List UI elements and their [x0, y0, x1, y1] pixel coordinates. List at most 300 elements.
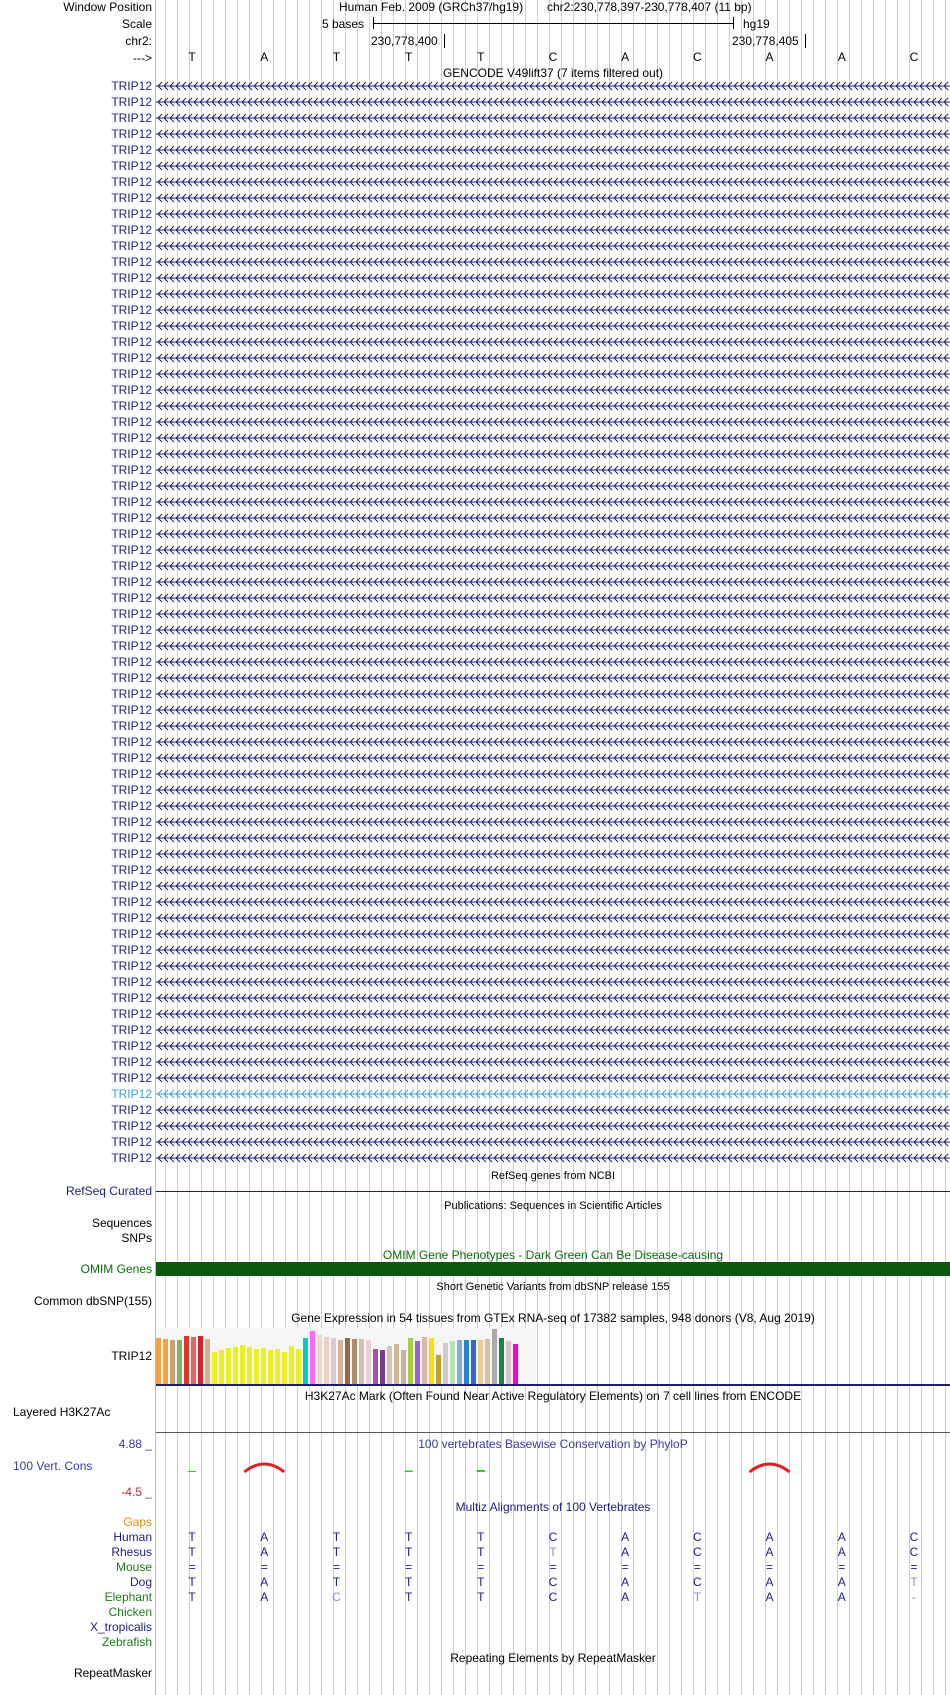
gencode-transcript[interactable]: [156, 577, 950, 587]
gencode-transcript-label[interactable]: TRIP12: [111, 575, 152, 589]
gencode-transcript[interactable]: [156, 497, 950, 507]
gencode-transcript[interactable]: [156, 177, 950, 187]
gencode-transcript[interactable]: [156, 1137, 950, 1147]
gtex-tissue-bar[interactable]: [436, 1355, 441, 1384]
multiz-aligned-base: A: [260, 1590, 269, 1604]
gencode-transcript-label[interactable]: TRIP12: [111, 767, 152, 781]
conservation-score-mark[interactable]: [244, 1464, 284, 1472]
gtex-tissue-bar[interactable]: [247, 1347, 252, 1384]
gtex-tissue-bar[interactable]: [324, 1337, 329, 1384]
gtex-tissue-bar[interactable]: [380, 1350, 385, 1384]
multiz-aligned-base: C: [693, 1545, 702, 1559]
gencode-transcript-label[interactable]: TRIP12: [111, 703, 152, 717]
gtex-tissue-bar[interactable]: [177, 1340, 182, 1384]
gtex-tissue-bar[interactable]: [401, 1350, 406, 1384]
gtex-tissue-bar[interactable]: [338, 1340, 343, 1384]
gencode-transcript-label[interactable]: TRIP12: [111, 1087, 152, 1101]
gencode-transcript-label[interactable]: TRIP12: [111, 1135, 152, 1149]
reference-base: T: [477, 50, 485, 64]
multiz-aligned-base: T: [549, 1545, 557, 1559]
multiz-aligned-base: A: [260, 1575, 269, 1589]
gencode-transcript-label[interactable]: TRIP12: [111, 815, 152, 829]
gencode-transcript[interactable]: [156, 705, 950, 715]
multiz-aligned-base: A: [837, 1530, 846, 1544]
gencode-transcript[interactable]: [156, 1057, 950, 1067]
multiz-aligned-base: =: [693, 1560, 701, 1574]
gencode-transcript-label[interactable]: TRIP12: [111, 559, 152, 573]
gencode-transcript-label[interactable]: TRIP12: [111, 1119, 152, 1133]
gtex-tissue-bar[interactable]: [366, 1340, 371, 1384]
gencode-transcript-label[interactable]: TRIP12: [111, 927, 152, 941]
gtex-tissue-bar[interactable]: [282, 1352, 287, 1384]
gencode-transcript-label[interactable]: TRIP12: [111, 591, 152, 605]
multiz-species-label[interactable]: X_tropicalis: [89, 1620, 152, 1634]
h3k27ac-signal-line: [156, 1432, 950, 1433]
gencode-transcript-label[interactable]: TRIP12: [111, 671, 152, 685]
gencode-transcript-label[interactable]: TRIP12: [111, 1071, 152, 1085]
gtex-tissue-bar[interactable]: [492, 1329, 497, 1384]
multiz-aligned-base: A: [260, 1545, 269, 1559]
gencode-transcript-label[interactable]: TRIP12: [111, 863, 152, 877]
multiz-aligned-base: =: [621, 1560, 629, 1574]
gencode-transcript-label[interactable]: TRIP12: [111, 751, 152, 765]
gtex-expression-bars[interactable]: [156, 1326, 556, 1384]
gencode-transcript[interactable]: [156, 529, 950, 539]
reference-base: A: [260, 50, 269, 64]
gencode-transcript-label[interactable]: TRIP12: [111, 175, 152, 189]
gencode-transcript[interactable]: [156, 721, 950, 731]
gtex-tissue-bar[interactable]: [443, 1343, 448, 1384]
multiz-aligned-base: C: [909, 1545, 919, 1559]
gencode-transcript[interactable]: [156, 1009, 950, 1019]
gtex-tissue-bar[interactable]: [233, 1347, 238, 1384]
gencode-transcript[interactable]: [156, 961, 950, 971]
multiz-aligned-base: C: [548, 1530, 558, 1544]
multiz-aligned-base: C: [693, 1530, 702, 1544]
gencode-transcript-label[interactable]: TRIP12: [111, 79, 152, 93]
dbsnp-track-label[interactable]: Common dbSNP(155): [33, 1294, 152, 1308]
conservation-score-mark[interactable]: [405, 1471, 413, 1473]
gencode-transcript-label[interactable]: TRIP12: [111, 271, 152, 285]
gencode-transcript[interactable]: [156, 289, 950, 299]
gencode-transcript[interactable]: [156, 993, 950, 1003]
gencode-transcript-label[interactable]: TRIP12: [111, 127, 152, 141]
conservation-score-mark[interactable]: [750, 1464, 790, 1472]
gencode-transcript[interactable]: [156, 385, 950, 395]
gencode-transcript-label[interactable]: TRIP12: [111, 943, 152, 957]
gencode-transcript[interactable]: [156, 353, 950, 363]
multiz-species-label[interactable]: Human: [113, 1530, 152, 1544]
h3k27ac-track-title[interactable]: H3K27Ac Mark (Often Found Near Active Regulatory Elements) on 7 cell lines from ENCODE: [304, 1389, 802, 1403]
gencode-transcript-label[interactable]: TRIP12: [111, 367, 152, 381]
gtex-tissue-bar[interactable]: [156, 1338, 161, 1384]
gencode-transcript[interactable]: [156, 977, 950, 987]
multiz-species-label[interactable]: Zebrafish: [101, 1635, 152, 1649]
gtex-tissue-bar[interactable]: [226, 1348, 231, 1384]
multiz-gaps-label[interactable]: Gaps: [123, 1515, 152, 1529]
conservation-track-label[interactable]: 100 Vert. Cons: [13, 1459, 93, 1473]
multiz-species-label[interactable]: Elephant: [104, 1590, 152, 1604]
gencode-transcript-label[interactable]: TRIP12: [111, 447, 152, 461]
gencode-transcript-label[interactable]: TRIP12: [111, 655, 152, 669]
multiz-aligned-base: =: [766, 1560, 774, 1574]
coordinate-right-tick: [805, 34, 806, 48]
gencode-transcript[interactable]: [156, 689, 950, 699]
gencode-transcript-label[interactable]: TRIP12: [111, 879, 152, 893]
gencode-transcript-label[interactable]: TRIP12: [111, 687, 152, 701]
gencode-transcript[interactable]: [156, 1121, 950, 1131]
gencode-transcript-label[interactable]: TRIP12: [111, 319, 152, 333]
gencode-transcript[interactable]: [156, 833, 950, 843]
gtex-tissue-bar[interactable]: [345, 1338, 350, 1384]
gencode-transcript[interactable]: [156, 641, 950, 651]
omim-track-label[interactable]: OMIM Genes: [80, 1262, 152, 1276]
multiz-aligned-base: T: [693, 1590, 702, 1604]
repeatmasker-track-label[interactable]: RepeatMasker: [73, 1666, 152, 1680]
gencode-transcript[interactable]: [156, 417, 950, 427]
gencode-transcript[interactable]: [156, 545, 950, 555]
gencode-transcript[interactable]: [156, 1089, 950, 1099]
multiz-aligned-base: T: [332, 1575, 341, 1589]
gtex-tissue-bar[interactable]: [415, 1341, 420, 1384]
gtex-tissue-bar[interactable]: [205, 1339, 210, 1384]
gtex-tissue-bar[interactable]: [303, 1338, 308, 1384]
multiz-aligned-base: T: [188, 1575, 196, 1589]
gencode-transcript[interactable]: [156, 625, 950, 635]
gencode-transcript[interactable]: [156, 209, 950, 219]
gtex-tissue-bar[interactable]: [359, 1339, 364, 1384]
gtex-tissue-bar[interactable]: [240, 1345, 245, 1384]
gencode-transcript[interactable]: [156, 609, 950, 619]
multiz-aligned-base: A: [765, 1575, 774, 1589]
multiz-aligned-base: T: [332, 1545, 341, 1559]
gtex-tissue-bar[interactable]: [422, 1337, 427, 1384]
gencode-transcript-label[interactable]: TRIP12: [111, 1039, 152, 1053]
multiz-aligned-base: A: [765, 1545, 774, 1559]
gencode-transcript-label[interactable]: TRIP12: [111, 303, 152, 317]
multiz-species-label[interactable]: Dog: [129, 1575, 152, 1589]
multiz-aligned-base: C: [909, 1530, 919, 1544]
gencode-transcript-label[interactable]: TRIP12: [111, 111, 152, 125]
gencode-transcript[interactable]: [156, 881, 950, 891]
publications-label-sequences[interactable]: Sequences: [91, 1216, 152, 1230]
gencode-transcript[interactable]: [156, 321, 950, 331]
multiz-aligned-base: =: [910, 1560, 918, 1574]
reference-base: T: [404, 50, 413, 64]
gtex-tissue-bar[interactable]: [219, 1350, 224, 1384]
reference-base: C: [909, 50, 919, 64]
repeatmasker-track-title[interactable]: Repeating Elements by RepeatMasker: [450, 1651, 656, 1665]
gtex-tissue-bar[interactable]: [198, 1336, 203, 1384]
gencode-transcript-label[interactable]: TRIP12: [111, 399, 152, 413]
gencode-transcript-label[interactable]: TRIP12: [111, 991, 152, 1005]
gencode-transcript-label[interactable]: TRIP12: [111, 383, 152, 397]
gencode-transcript-label[interactable]: TRIP12: [111, 895, 152, 909]
gencode-transcript[interactable]: [156, 929, 950, 939]
reference-base: C: [548, 50, 558, 64]
gencode-transcript[interactable]: [156, 657, 950, 667]
gtex-tissue-bar[interactable]: [506, 1341, 511, 1384]
gencode-transcript[interactable]: [156, 801, 950, 811]
chromosome-label: chr2:: [125, 34, 152, 48]
gtex-track-title[interactable]: Gene Expression in 54 tissues from GTEx RNA-seq of 17382 samples, 948 donors (V8, Aug 2019): [291, 1311, 815, 1325]
gencode-transcript-label[interactable]: TRIP12: [111, 735, 152, 749]
multiz-aligned-base: T: [404, 1545, 413, 1559]
gencode-transcript[interactable]: [156, 257, 950, 267]
gtex-tissue-bar[interactable]: [275, 1349, 280, 1384]
gencode-transcript-label[interactable]: TRIP12: [111, 143, 152, 157]
gencode-transcript[interactable]: [156, 945, 950, 955]
gencode-transcript[interactable]: [156, 433, 950, 443]
gtex-tissue-bar[interactable]: [478, 1340, 483, 1384]
gencode-transcript-label[interactable]: TRIP12: [111, 847, 152, 861]
gencode-transcript[interactable]: [156, 817, 950, 827]
multiz-aligned-base: T: [477, 1590, 485, 1604]
gtex-tissue-bar[interactable]: [317, 1335, 322, 1384]
database-name: hg19: [743, 17, 770, 31]
dbsnp-track-title[interactable]: Short Genetic Variants from dbSNP release 155: [436, 1281, 670, 1293]
multiz-aligned-base: T: [404, 1590, 413, 1604]
gencode-transcript-label[interactable]: TRIP12: [111, 479, 152, 493]
gtex-tissue-bar[interactable]: [387, 1346, 392, 1384]
gencode-transcript[interactable]: [156, 769, 950, 779]
multiz-aligned-base: =: [549, 1560, 557, 1574]
gencode-transcript[interactable]: [156, 225, 950, 235]
gencode-transcript-label[interactable]: TRIP12: [111, 1151, 152, 1165]
gencode-transcript-label[interactable]: TRIP12: [111, 95, 152, 109]
gencode-transcript[interactable]: [156, 1025, 950, 1035]
multiz-aligned-base: T: [188, 1590, 196, 1604]
gtex-tissue-bar[interactable]: [310, 1331, 315, 1384]
conservation-track-title[interactable]: 100 vertebrates Basewise Conservation by PhyloP: [418, 1437, 688, 1451]
gtex-tissue-bar[interactable]: [352, 1339, 357, 1384]
gencode-transcript-label[interactable]: TRIP12: [111, 639, 152, 653]
gencode-transcript[interactable]: [156, 81, 950, 91]
gtex-tissue-bar[interactable]: [268, 1350, 273, 1384]
reference-base: C: [693, 50, 702, 64]
gtex-tissue-bar[interactable]: [289, 1346, 294, 1384]
gencode-transcript[interactable]: [156, 305, 950, 315]
gencode-transcript[interactable]: [156, 865, 950, 875]
coordinate-right: 230,778,405: [732, 34, 799, 48]
conservation-score-mark[interactable]: [477, 1470, 485, 1472]
gencode-transcript-label[interactable]: TRIP12: [111, 527, 152, 541]
multiz-aligned-base: T: [404, 1575, 413, 1589]
gencode-transcript-label[interactable]: TRIP12: [111, 255, 152, 269]
gencode-transcript[interactable]: [156, 241, 950, 251]
multiz-aligned-base: A: [765, 1590, 774, 1604]
reference-base: A: [621, 50, 630, 64]
multiz-aligned-base: =: [260, 1560, 268, 1574]
gencode-transcript[interactable]: [156, 1073, 950, 1083]
gtex-track-label[interactable]: TRIP12: [111, 1349, 152, 1363]
gencode-transcript[interactable]: [156, 369, 950, 379]
reference-base: T: [188, 50, 196, 64]
gencode-transcript-label[interactable]: TRIP12: [111, 719, 152, 733]
gencode-transcript[interactable]: [156, 337, 950, 347]
gencode-transcript[interactable]: [156, 481, 950, 491]
gtex-tissue-bar[interactable]: [331, 1338, 336, 1384]
gtex-track-baseline: [156, 1384, 950, 1386]
gencode-transcript[interactable]: [156, 913, 950, 923]
gtex-tissue-bar[interactable]: [261, 1348, 266, 1384]
gencode-transcript[interactable]: [156, 737, 950, 747]
gencode-transcript-label[interactable]: TRIP12: [111, 959, 152, 973]
gtex-tissue-bar[interactable]: [485, 1339, 490, 1384]
multiz-aligned-base: T: [477, 1545, 485, 1559]
gtex-tissue-bar[interactable]: [212, 1352, 217, 1384]
gencode-transcript[interactable]: [156, 897, 950, 907]
gencode-transcript[interactable]: [156, 561, 950, 571]
window-position[interactable]: chr2:230,778,397-230,778,407 (11 bp): [547, 0, 752, 14]
gtex-tissue-bar[interactable]: [408, 1338, 413, 1384]
gencode-transcript[interactable]: [156, 449, 950, 459]
gencode-transcript-label[interactable]: TRIP12: [111, 975, 152, 989]
gencode-transcript-label[interactable]: TRIP12: [111, 607, 152, 621]
multiz-aligned-base: A: [621, 1575, 630, 1589]
multiz-aligned-base: =: [188, 1560, 196, 1574]
gencode-transcript[interactable]: [156, 1105, 950, 1115]
gencode-transcript[interactable]: [156, 145, 950, 155]
gencode-transcript[interactable]: [156, 161, 950, 171]
gencode-transcript-label[interactable]: TRIP12: [111, 239, 152, 253]
multiz-aligned-base: A: [621, 1590, 630, 1604]
gtex-tissue-bar[interactable]: [464, 1340, 469, 1384]
refseq-track-label[interactable]: RefSeq Curated: [65, 1184, 152, 1198]
reference-base: A: [837, 50, 846, 64]
gencode-track-title[interactable]: GENCODE V49lift37 (7 items filtered out): [442, 66, 664, 80]
window-position-label: Window Position: [63, 0, 152, 14]
omim-track-title[interactable]: OMIM Gene Phenotypes - Dark Green Can Be Disease-causing: [382, 1248, 724, 1262]
conservation-plot[interactable]: [156, 1460, 950, 1490]
multiz-aligned-base: C: [332, 1590, 341, 1604]
multiz-aligned-base: T: [188, 1545, 196, 1559]
gencode-transcript[interactable]: [156, 129, 950, 139]
gencode-transcript-label[interactable]: TRIP12: [111, 911, 152, 925]
multiz-aligned-base: T: [404, 1530, 413, 1544]
gencode-transcript[interactable]: [156, 849, 950, 859]
gtex-tissue-bar[interactable]: [450, 1341, 455, 1384]
assembly-name: Human Feb. 2009 (GRCh37/hg19): [339, 0, 524, 14]
multiz-aligned-base: A: [765, 1530, 774, 1544]
gencode-transcript-label[interactable]: TRIP12: [111, 1055, 152, 1069]
gencode-transcript[interactable]: [156, 193, 950, 203]
gtex-tissue-bar[interactable]: [394, 1344, 399, 1384]
gencode-transcript-label[interactable]: TRIP12: [111, 335, 152, 349]
multiz-aligned-base: T: [332, 1530, 341, 1544]
scale-bar-left-tick: [373, 17, 374, 29]
gencode-transcript-label[interactable]: TRIP12: [111, 799, 152, 813]
multiz-aligned-base: A: [621, 1545, 630, 1559]
gtex-tissue-bar[interactable]: [499, 1338, 504, 1384]
gencode-transcript-label[interactable]: TRIP12: [111, 431, 152, 445]
multiz-track-title[interactable]: Multiz Alignments of 100 Vertebrates: [455, 1500, 651, 1514]
multiz-aligned-base: T: [477, 1530, 485, 1544]
gencode-transcript-label[interactable]: TRIP12: [111, 463, 152, 477]
gencode-transcript[interactable]: [156, 113, 950, 123]
publications-track-title[interactable]: Publications: Sequences in Scientific Articles: [444, 1200, 662, 1212]
gencode-transcript[interactable]: [156, 753, 950, 763]
gencode-transcript[interactable]: [156, 1041, 950, 1051]
gtex-tissue-bar[interactable]: [191, 1337, 196, 1384]
gencode-transcript-label[interactable]: TRIP12: [111, 1103, 152, 1117]
gencode-transcript-label[interactable]: TRIP12: [111, 207, 152, 221]
multiz-aligned-base: T: [188, 1530, 196, 1544]
gencode-transcript-label[interactable]: TRIP12: [111, 783, 152, 797]
scale-text: 5 bases: [322, 17, 365, 31]
gencode-transcript-label[interactable]: TRIP12: [111, 511, 152, 525]
gencode-transcript[interactable]: [156, 785, 950, 795]
coordinate-left-tick: [444, 34, 445, 48]
scale-bar: [373, 23, 734, 24]
gencode-transcript[interactable]: [156, 273, 950, 283]
gtex-tissue-bar[interactable]: [254, 1349, 259, 1384]
omim-phenotype-bar[interactable]: [156, 1262, 950, 1276]
gencode-transcript-label[interactable]: TRIP12: [111, 351, 152, 365]
h3k27ac-track-label[interactable]: Layered H3K27Ac: [13, 1405, 111, 1419]
gencode-transcript-label[interactable]: TRIP12: [111, 831, 152, 845]
gtex-tissue-bar[interactable]: [163, 1339, 168, 1384]
gtex-tissue-bar[interactable]: [471, 1340, 476, 1384]
gtex-tissue-bar[interactable]: [373, 1349, 378, 1384]
strand-arrow-label: --->: [133, 51, 152, 65]
multiz-aligned-base: A: [621, 1530, 630, 1544]
publications-label-snps[interactable]: SNPs: [121, 1231, 152, 1245]
gencode-transcript-label[interactable]: TRIP12: [111, 191, 152, 205]
gencode-transcript[interactable]: [156, 1153, 950, 1163]
multiz-aligned-base: A: [837, 1545, 846, 1559]
gencode-transcript-label[interactable]: TRIP12: [111, 543, 152, 557]
gtex-tissue-bar[interactable]: [429, 1338, 434, 1384]
scale-bar-right-tick: [733, 17, 734, 29]
conservation-ymin: -4.5 _: [121, 1485, 152, 1499]
multiz-aligned-base: T: [910, 1575, 918, 1589]
gencode-transcript-label[interactable]: TRIP12: [111, 223, 152, 237]
reference-base: A: [765, 50, 774, 64]
gencode-transcript-label[interactable]: TRIP12: [111, 287, 152, 301]
multiz-species-label[interactable]: Chicken: [108, 1605, 152, 1619]
gtex-tissue-bar[interactable]: [184, 1336, 189, 1384]
multiz-aligned-base: =: [332, 1560, 340, 1574]
gtex-tissue-bar[interactable]: [513, 1344, 518, 1384]
multiz-aligned-base: A: [837, 1575, 846, 1589]
refseq-track-title[interactable]: RefSeq genes from NCBI: [490, 1170, 616, 1182]
refseq-gene-line[interactable]: [156, 1191, 950, 1192]
gtex-tissue-bar[interactable]: [457, 1340, 462, 1384]
multiz-species-label[interactable]: Rhesus: [111, 1545, 152, 1559]
multiz-species-label[interactable]: Mouse: [115, 1560, 152, 1574]
gencode-transcript[interactable]: [156, 513, 950, 523]
gencode-transcript-label[interactable]: TRIP12: [111, 623, 152, 637]
gencode-transcript-label[interactable]: TRIP12: [111, 1007, 152, 1021]
gencode-transcript[interactable]: [156, 97, 950, 107]
multiz-aligned-base: =: [477, 1560, 485, 1574]
gencode-transcript[interactable]: [156, 401, 950, 411]
gencode-transcript-label[interactable]: TRIP12: [111, 159, 152, 173]
conservation-score-mark[interactable]: [188, 1471, 196, 1472]
conservation-ymax: 4.88 _: [118, 1437, 152, 1451]
gencode-transcript-label[interactable]: TRIP12: [111, 415, 152, 429]
multiz-aligned-base: =: [838, 1560, 846, 1574]
multiz-aligned-base: C: [548, 1590, 558, 1604]
gtex-tissue-bar[interactable]: [170, 1340, 175, 1384]
gencode-transcript-label[interactable]: TRIP12: [111, 1023, 152, 1037]
gencode-transcript[interactable]: [156, 673, 950, 683]
gencode-transcript[interactable]: [156, 465, 950, 475]
gencode-transcript[interactable]: [156, 593, 950, 603]
gtex-tissue-bar[interactable]: [296, 1349, 301, 1384]
gencode-transcript-label[interactable]: TRIP12: [111, 495, 152, 509]
